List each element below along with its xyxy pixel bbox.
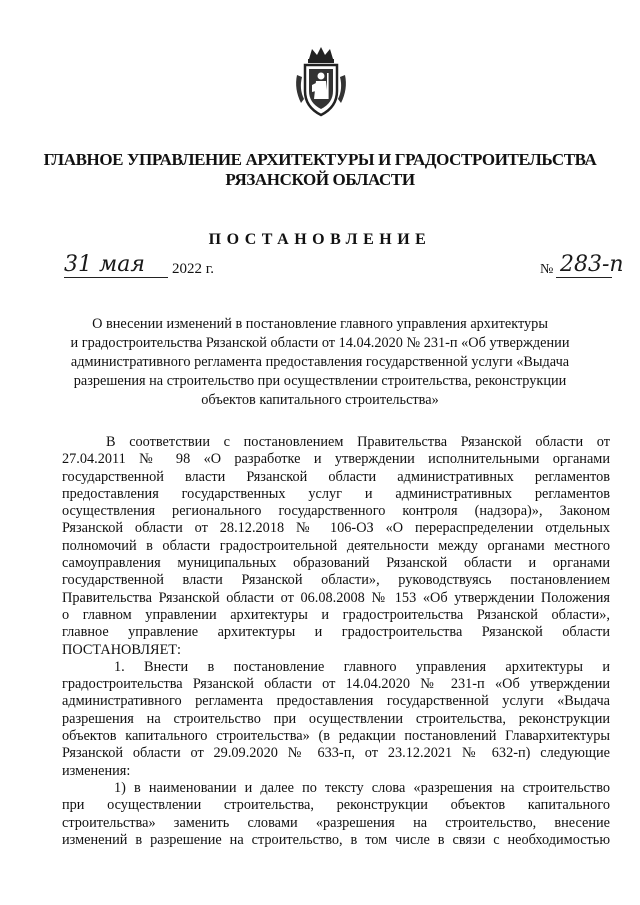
subject-line: разрешения на строительство при осуществлении строительства, реконструкции — [73, 373, 567, 389]
organization-name-line2: РЯЗАНСКОЙ ОБЛАСТИ — [225, 170, 415, 189]
body-line: предоставления государственных услуг и административных регламентов — [62, 485, 610, 502]
subject-line: О внесении изменений в постановление главного управления архитектуры — [92, 316, 548, 332]
body-line: государственной власти Рязанской области административных регламентов — [62, 468, 610, 485]
body-line: изменений в разрешение на строительство, в том числе в связи с необходимостью — [62, 831, 610, 848]
coat-of-arms-emblem — [293, 45, 349, 119]
handwritten-date: 31 мая — [64, 252, 145, 277]
number-underline — [556, 277, 612, 278]
organization-name-line1: ГЛАВНОЕ УПРАВЛЕНИЕ АРХИТЕКТУРЫ И ГРАДОСТРОИТЕЛЬСТВА — [43, 150, 597, 169]
body-line: 1) в наименовании и далее по тексту слова «разрешения на строительство — [114, 779, 610, 796]
date-underline — [64, 277, 168, 278]
body-line: 1. Внести в постановление главного управления архитектуры и — [114, 658, 610, 675]
document-type-title: ПОСТАНОВЛЕНИЕ — [208, 231, 432, 248]
handwritten-document-number: 283-п — [560, 252, 624, 277]
date-year: 2022 г. — [172, 261, 214, 277]
body-line: административного регламента предоставления государственной услуги «Выдача — [62, 693, 610, 710]
body-line: Рязанской области от 29.09.2020 № 633-п, от 23.12.2021 № 632-п) следующие — [62, 745, 610, 762]
subject-line: административного регламента предоставления государственной услуги «Выдача — [70, 354, 570, 370]
body-line: ПОСТАНОВЛЯЕТ: — [62, 641, 182, 658]
body-line: 27.04.2011 № 98 «О разработке и утверждении исполнительными органами — [62, 451, 610, 468]
body-line: полномочий в области градостроительной деятельности между органами местного — [62, 537, 610, 554]
body-line: Рязанской области от 28.12.2018 № 106-ОЗ «О перераспределении отдельных — [62, 520, 610, 537]
body-line: государственной власти Рязанской области», руководствуясь постановлением — [62, 572, 610, 589]
body-line: разрешения на строительство при осуществлении строительства, реконструкции — [62, 710, 610, 727]
body-line: В соответствии с постановлением Правительства Рязанской области от — [106, 434, 610, 450]
body-line: главное управление архитектуры и градостроительства Рязанской области — [62, 624, 610, 641]
body-line: градостроительства Рязанской области от 14.04.2020 № 231-п «Об утверждении — [62, 676, 610, 693]
body-line: строительства» заменить словами «разрешения на строительство, внесение — [62, 814, 610, 831]
subject-line: объектов капитального строительства» — [201, 392, 439, 408]
body-line: о главном управлении архитектуры и градостроительства Рязанской области», — [62, 606, 610, 623]
number-sign: № — [540, 262, 554, 277]
body-line: объектов капитального строительства» (в редакции постановлений Главархитектуры — [62, 728, 610, 745]
document-body — [62, 434, 610, 849]
body-line: изменения: — [62, 762, 131, 779]
body-line: при осуществлении строительства, реконструкции объектов капитального — [62, 797, 610, 814]
document-subject — [60, 315, 580, 410]
body-line: осуществления регионального государственного контроля (надзора)», Законом — [62, 503, 610, 520]
subject-line: и градостроительства Рязанской области от 14.04.2020 № 231-п «Об утверждении — [70, 335, 570, 351]
body-line: Правительства Рязанской области от 06.08.2008 № 153 «Об утверждении Положения — [62, 589, 610, 606]
body-line: самоуправления муниципальных образований Рязанской области и органами — [62, 555, 610, 572]
